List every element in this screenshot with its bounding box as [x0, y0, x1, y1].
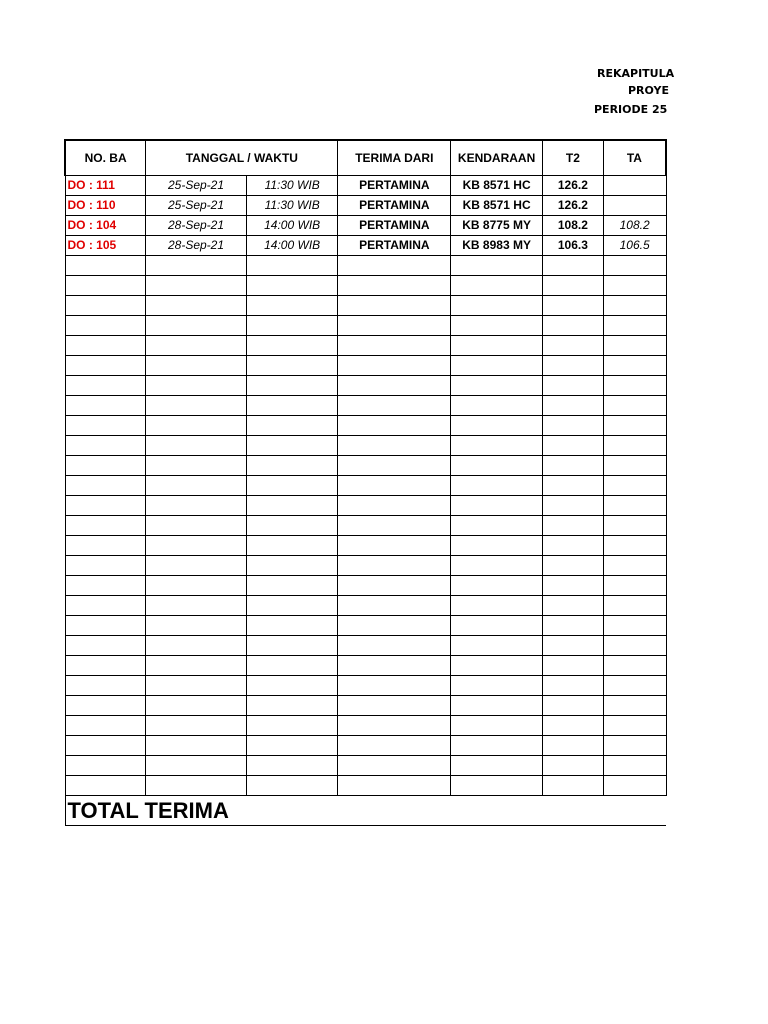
- empty-cell: [603, 396, 666, 416]
- cell-terima-dari: PERTAMINA: [338, 216, 451, 236]
- empty-cell: [603, 296, 666, 316]
- empty-cell: [603, 596, 666, 616]
- empty-cell: [543, 436, 604, 456]
- empty-cell: [246, 696, 338, 716]
- empty-cell: [338, 376, 451, 396]
- cell-waktu: 14:00 WIB: [246, 216, 338, 236]
- empty-cell: [338, 776, 451, 796]
- empty-cell: [543, 696, 604, 716]
- empty-cell: [65, 376, 146, 396]
- empty-cell: [603, 756, 666, 776]
- empty-cell: [603, 576, 666, 596]
- cell-ta: [603, 176, 666, 196]
- empty-cell: [603, 536, 666, 556]
- empty-cell: [338, 356, 451, 376]
- empty-row: [65, 536, 666, 556]
- empty-cell: [543, 636, 604, 656]
- empty-cell: [451, 456, 543, 476]
- empty-cell: [338, 716, 451, 736]
- empty-cell: [65, 456, 146, 476]
- report-title: REKAPITULA: [597, 67, 675, 80]
- empty-cell: [338, 556, 451, 576]
- empty-cell: [246, 536, 338, 556]
- empty-cell: [338, 276, 451, 296]
- empty-cell: [65, 336, 146, 356]
- empty-cell: [543, 716, 604, 736]
- empty-row: [65, 376, 666, 396]
- empty-row: [65, 576, 666, 596]
- empty-cell: [338, 596, 451, 616]
- empty-cell: [246, 476, 338, 496]
- empty-row: [65, 416, 666, 436]
- empty-cell: [451, 496, 543, 516]
- empty-cell: [146, 656, 247, 676]
- empty-cell: [603, 376, 666, 396]
- empty-cell: [65, 296, 146, 316]
- empty-cell: [338, 676, 451, 696]
- empty-cell: [338, 256, 451, 276]
- empty-cell: [146, 376, 247, 396]
- empty-cell: [246, 496, 338, 516]
- empty-cell: [246, 636, 338, 656]
- empty-cell: [65, 416, 146, 436]
- cell-kendaraan: KB 8983 MY: [451, 236, 543, 256]
- empty-cell: [146, 636, 247, 656]
- empty-cell: [65, 356, 146, 376]
- empty-cell: [451, 256, 543, 276]
- empty-cell: [543, 536, 604, 556]
- empty-cell: [543, 476, 604, 496]
- cell-no-ba: DO : 105: [65, 236, 146, 256]
- empty-cell: [146, 576, 247, 596]
- cell-waktu: 11:30 WIB: [246, 176, 338, 196]
- table-row: [65, 176, 666, 196]
- empty-row: [65, 396, 666, 416]
- empty-cell: [146, 276, 247, 296]
- empty-cell: [603, 316, 666, 336]
- empty-cell: [543, 396, 604, 416]
- empty-cell: [146, 416, 247, 436]
- empty-row: [65, 756, 666, 776]
- empty-row: [65, 356, 666, 376]
- empty-cell: [65, 676, 146, 696]
- empty-cell: [246, 516, 338, 536]
- empty-row: [65, 596, 666, 616]
- empty-cell: [246, 396, 338, 416]
- empty-cell: [65, 536, 146, 556]
- receipt-table: [64, 139, 667, 826]
- empty-cell: [338, 516, 451, 536]
- empty-cell: [65, 756, 146, 776]
- cell-terima-dari: PERTAMINA: [338, 236, 451, 256]
- cell-tanggal: 28-Sep-21: [146, 236, 247, 256]
- empty-cell: [246, 416, 338, 436]
- cell-t2: 106.3: [543, 236, 604, 256]
- empty-cell: [451, 736, 543, 756]
- empty-row: [65, 616, 666, 636]
- empty-row: [65, 336, 666, 356]
- empty-row: [65, 276, 666, 296]
- empty-cell: [338, 656, 451, 676]
- empty-cell: [543, 616, 604, 636]
- empty-cell: [603, 516, 666, 536]
- empty-cell: [603, 556, 666, 576]
- empty-cell: [246, 436, 338, 456]
- cell-ta: 106.5: [603, 236, 666, 256]
- empty-cell: [451, 556, 543, 576]
- empty-cell: [65, 576, 146, 596]
- empty-cell: [338, 456, 451, 476]
- empty-cell: [338, 336, 451, 356]
- empty-cell: [543, 676, 604, 696]
- empty-row: [65, 296, 666, 316]
- empty-cell: [543, 516, 604, 536]
- empty-row: [65, 676, 666, 696]
- empty-cell: [65, 716, 146, 736]
- empty-cell: [451, 416, 543, 436]
- empty-cell: [246, 776, 338, 796]
- empty-cell: [543, 576, 604, 596]
- empty-cell: [603, 716, 666, 736]
- empty-cell: [603, 336, 666, 356]
- total-row: [65, 796, 666, 826]
- empty-cell: [603, 696, 666, 716]
- empty-cell: [543, 656, 604, 676]
- empty-cell: [543, 336, 604, 356]
- empty-cell: [146, 316, 247, 336]
- empty-cell: [451, 676, 543, 696]
- empty-cell: [65, 596, 146, 616]
- empty-cell: [451, 656, 543, 676]
- empty-cell: [65, 276, 146, 296]
- empty-cell: [451, 436, 543, 456]
- cell-tanggal: 28-Sep-21: [146, 216, 247, 236]
- empty-cell: [246, 276, 338, 296]
- empty-cell: [246, 616, 338, 636]
- empty-cell: [543, 416, 604, 436]
- empty-cell: [603, 416, 666, 436]
- empty-cell: [246, 316, 338, 336]
- empty-cell: [338, 316, 451, 336]
- empty-cell: [338, 636, 451, 656]
- col-header-t2: T2: [543, 140, 604, 176]
- empty-cell: [246, 256, 338, 276]
- empty-cell: [65, 656, 146, 676]
- empty-cell: [543, 376, 604, 396]
- empty-cell: [451, 276, 543, 296]
- empty-row: [65, 696, 666, 716]
- cell-terima-dari: PERTAMINA: [338, 176, 451, 196]
- empty-cell: [338, 296, 451, 316]
- empty-cell: [65, 696, 146, 716]
- empty-cell: [146, 716, 247, 736]
- period-title: PERIODE 25: [594, 103, 668, 116]
- empty-cell: [338, 396, 451, 416]
- empty-cell: [451, 596, 543, 616]
- empty-cell: [146, 676, 247, 696]
- empty-cell: [246, 296, 338, 316]
- cell-tanggal: 25-Sep-21: [146, 196, 247, 216]
- empty-cell: [338, 756, 451, 776]
- empty-cell: [65, 556, 146, 576]
- empty-cell: [451, 396, 543, 416]
- col-header-tanggal-waktu: TANGGAL / WAKTU: [146, 140, 338, 176]
- empty-cell: [65, 476, 146, 496]
- empty-cell: [65, 496, 146, 516]
- empty-cell: [338, 416, 451, 436]
- empty-cell: [146, 296, 247, 316]
- empty-cell: [543, 276, 604, 296]
- empty-cell: [451, 336, 543, 356]
- empty-cell: [146, 776, 247, 796]
- empty-cell: [451, 616, 543, 636]
- empty-cell: [65, 636, 146, 656]
- empty-cell: [246, 556, 338, 576]
- empty-cell: [451, 696, 543, 716]
- empty-cell: [246, 576, 338, 596]
- empty-cell: [543, 596, 604, 616]
- empty-cell: [146, 336, 247, 356]
- empty-cell: [543, 256, 604, 276]
- empty-row: [65, 456, 666, 476]
- empty-cell: [451, 356, 543, 376]
- empty-cell: [246, 376, 338, 396]
- empty-cell: [603, 616, 666, 636]
- empty-cell: [603, 356, 666, 376]
- empty-cell: [543, 496, 604, 516]
- empty-cell: [65, 516, 146, 536]
- empty-row: [65, 736, 666, 756]
- empty-cell: [146, 396, 247, 416]
- cell-t2: 126.2: [543, 196, 604, 216]
- empty-row: [65, 556, 666, 576]
- table-row: [65, 196, 666, 216]
- empty-cell: [451, 636, 543, 656]
- empty-cell: [146, 596, 247, 616]
- col-header-ta: TA: [603, 140, 666, 176]
- empty-cell: [543, 316, 604, 336]
- empty-cell: [451, 756, 543, 776]
- empty-cell: [543, 296, 604, 316]
- empty-cell: [246, 596, 338, 616]
- empty-row: [65, 716, 666, 736]
- empty-cell: [65, 776, 146, 796]
- empty-cell: [246, 676, 338, 696]
- col-header-kendaraan: KENDARAAN: [451, 140, 543, 176]
- project-title: PROYE: [628, 84, 669, 97]
- empty-cell: [543, 556, 604, 576]
- empty-cell: [246, 356, 338, 376]
- empty-cell: [146, 616, 247, 636]
- cell-kendaraan: KB 8571 HC: [451, 176, 543, 196]
- empty-cell: [338, 576, 451, 596]
- empty-cell: [451, 536, 543, 556]
- empty-cell: [246, 336, 338, 356]
- empty-cell: [338, 696, 451, 716]
- empty-cell: [338, 436, 451, 456]
- empty-cell: [451, 516, 543, 536]
- empty-row: [65, 256, 666, 276]
- table-row: [65, 236, 666, 256]
- empty-cell: [451, 376, 543, 396]
- table-row: [65, 216, 666, 236]
- empty-cell: [146, 456, 247, 476]
- col-header-no-ba: NO. BA: [65, 140, 146, 176]
- empty-cell: [338, 736, 451, 756]
- empty-cell: [543, 456, 604, 476]
- empty-cell: [65, 616, 146, 636]
- cell-t2: 126.2: [543, 176, 604, 196]
- empty-cell: [246, 456, 338, 476]
- empty-cell: [603, 476, 666, 496]
- empty-cell: [146, 256, 247, 276]
- empty-cell: [146, 356, 247, 376]
- empty-cell: [543, 736, 604, 756]
- empty-cell: [65, 436, 146, 456]
- empty-cell: [543, 776, 604, 796]
- empty-cell: [65, 736, 146, 756]
- empty-cell: [146, 696, 247, 716]
- empty-cell: [451, 776, 543, 796]
- empty-cell: [338, 616, 451, 636]
- empty-cell: [146, 516, 247, 536]
- empty-cell: [146, 756, 247, 776]
- cell-no-ba: DO : 104: [65, 216, 146, 236]
- empty-cell: [603, 736, 666, 756]
- cell-no-ba: DO : 111: [65, 176, 146, 196]
- empty-cell: [603, 276, 666, 296]
- cell-t2: 108.2: [543, 216, 604, 236]
- empty-row: [65, 436, 666, 456]
- empty-cell: [146, 556, 247, 576]
- empty-cell: [246, 656, 338, 676]
- empty-cell: [451, 296, 543, 316]
- table-header-row: [65, 140, 666, 176]
- empty-row: [65, 776, 666, 796]
- empty-row: [65, 316, 666, 336]
- empty-cell: [146, 736, 247, 756]
- empty-cell: [146, 436, 247, 456]
- empty-row: [65, 476, 666, 496]
- cell-kendaraan: KB 8775 MY: [451, 216, 543, 236]
- cell-no-ba: DO : 110: [65, 196, 146, 216]
- empty-cell: [543, 756, 604, 776]
- empty-cell: [65, 256, 146, 276]
- empty-cell: [603, 436, 666, 456]
- empty-cell: [603, 676, 666, 696]
- empty-cell: [146, 536, 247, 556]
- empty-cell: [65, 396, 146, 416]
- empty-cell: [451, 576, 543, 596]
- empty-cell: [338, 496, 451, 516]
- empty-cell: [451, 476, 543, 496]
- empty-cell: [543, 356, 604, 376]
- empty-row: [65, 636, 666, 656]
- empty-cell: [451, 316, 543, 336]
- cell-ta: 108.2: [603, 216, 666, 236]
- empty-row: [65, 496, 666, 516]
- empty-cell: [65, 316, 146, 336]
- empty-cell: [338, 476, 451, 496]
- empty-cell: [146, 476, 247, 496]
- empty-cell: [603, 656, 666, 676]
- empty-cell: [603, 496, 666, 516]
- cell-waktu: 11:30 WIB: [246, 196, 338, 216]
- total-terima-label: TOTAL TERIMA: [65, 796, 666, 826]
- empty-cell: [603, 636, 666, 656]
- cell-waktu: 14:00 WIB: [246, 236, 338, 256]
- empty-cell: [246, 756, 338, 776]
- empty-cell: [146, 496, 247, 516]
- cell-terima-dari: PERTAMINA: [338, 196, 451, 216]
- cell-tanggal: 25-Sep-21: [146, 176, 247, 196]
- empty-cell: [603, 256, 666, 276]
- empty-cell: [451, 716, 543, 736]
- empty-row: [65, 516, 666, 536]
- empty-cell: [246, 736, 338, 756]
- empty-cell: [603, 776, 666, 796]
- cell-ta: [603, 196, 666, 216]
- empty-cell: [338, 536, 451, 556]
- empty-row: [65, 656, 666, 676]
- empty-cell: [603, 456, 666, 476]
- empty-cell: [246, 716, 338, 736]
- cell-kendaraan: KB 8571 HC: [451, 196, 543, 216]
- col-header-terima-dari: TERIMA DARI: [338, 140, 451, 176]
